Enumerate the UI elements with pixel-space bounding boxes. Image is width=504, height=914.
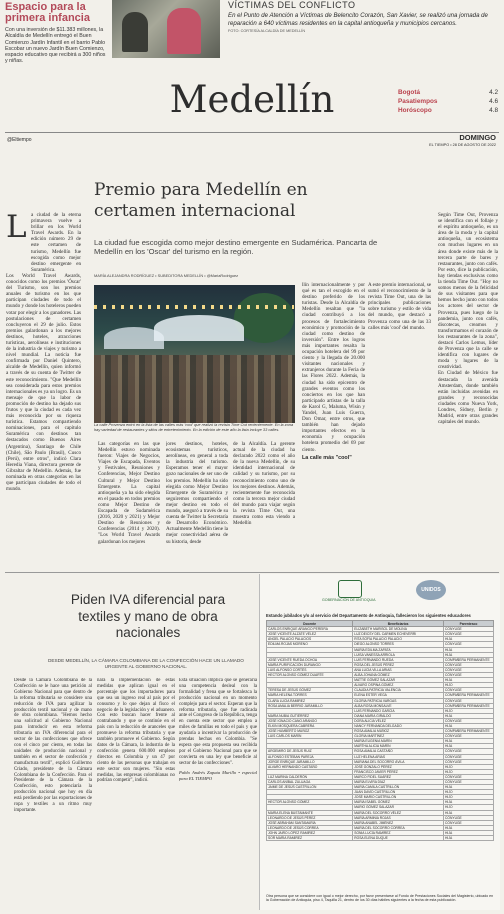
table-cell: CÓNYUGE [444,688,494,693]
table-cell: JOHN JAIRO LÓPEZ RAMÍREZ [267,830,353,835]
table-row [267,632,494,637]
table-cell: CÓNYUGE [444,673,494,678]
index-row [398,106,498,115]
brief-right-caption: FOTO: CORTESÍA ALCALDÍA DE MEDELLÍN [228,29,306,34]
table-cell: COMPAÑERA PERMANENTE [444,729,494,734]
author-signature: Pablo Andrés Zapata Murillo • especial para EL TIEMPO [179,769,257,781]
article-photo [94,285,295,423]
photo-caption: La calle Provenza entró en la lista de las calles más 'cool' que realizó la revista Time Out recientemente. En la zona hay variedad de restaurantes y sitios de entretenimiento. En la edición de este año la lista incluye 33 calles. [94,422,294,432]
table-row [267,667,494,672]
table-cell: ELIZABETH MARISOL DE MOLINA [353,627,444,632]
masthead [0,78,504,134]
table-cell: HIJA [444,800,494,805]
table-cell: HIJA [444,810,494,815]
table-cell: CÓNYUGE [444,718,494,723]
ad-logos [260,580,500,606]
table-row [267,820,494,825]
table-cell: CÓNYUGE [444,780,494,785]
table-cell: CÓNYUGE [444,667,494,672]
table-cell: ÁNGEL PALACIO PALACIOS [267,637,353,642]
day-label: DOMINGO [459,133,496,142]
table-cell: LUZ MARINA CALDERÓN [267,774,353,779]
table-cell: MARÍA ARMINIA ROJAS [353,815,444,820]
index-box [398,88,498,115]
article-headline: Premio para Medellín en certamen internacional [94,180,308,221]
table-cell: CÓNYUGE [444,662,494,667]
table-cell: MARIANA DEL SOCORRO ÁVILA [353,759,444,764]
table-cell: ROSA DEL JESÚS PÉREZ [353,662,444,667]
table-cell: SOR MARÍA RAMÍREZ [267,836,353,841]
table-cell: COMPAÑERA PERMANENTE [444,693,494,698]
table-cell: MARCO FIDEL SUÁREZ [353,774,444,779]
table-cell: MARÍA NUBIA GUTIÉRREZ [267,713,353,718]
brief-right [228,0,498,33]
table-row [267,749,494,754]
table-cell: CÓNYUGE [444,734,494,739]
table-cell: JOSÉ ABRAHÁM SANTAMARÍA [267,820,353,825]
table-row [267,673,494,678]
table-cell: CÓNYUGE [444,774,494,779]
article-column: Las categorías en las que Medellín estuvo nominada fueron: Viajes de Negocios, Viajes de Escapada, Eventos y Festivales, Reuniones y Conferencias, Mejor Destino Cultural y Mejor Destino Emergente. La capital antioqueña ya ha sido elegida en el pasado en todos premios como Mejor Destino de Escapada de Sudamérica (2016, 2020 y 2021) y Mejor Destino de Reuniones y Conferencias (2014 y 2020). "Los World Travel Awards galardonan los mejores [98,441,160,545]
social-handle: @Eltiempo [7,137,32,143]
table-cell: ALFONSO ESTEBAN PAREJA [267,754,353,759]
divider [5,132,499,133]
table-row [267,780,494,785]
inter-heading: La calle más "cool" [302,454,352,461]
table-row [267,703,494,708]
table-row [267,759,494,764]
table-cell: ALBA ROSA MONSALVE [353,703,444,708]
table-cell: CÓNYUGE [444,642,494,647]
table-cell: ANA LUCÍA VILLA ARIAS [353,667,444,672]
beneficiaries-table [266,620,494,841]
body-paragraph: En Ciudad de México fue destacada la avenida Amsterdam, donde también están incluidas avenidas en grandes y reconocidas ciudades como Nueva York, Londres, Sídney, Berlín y Madrid, entre otras grandes capitales del mundo. [438,370,498,426]
table-cell: MARÍA DEL SOCORRO VÉLEZ [353,810,444,815]
column-header: Parentesco [444,621,494,627]
table-cell: ROSA AMALIA CASTAÑO [353,749,444,754]
article-column [179,678,257,910]
table-cell: HIJA [444,637,494,642]
table-body [267,627,494,841]
table-cell: MARÍA CAMILA CASTRILLÓN [353,785,444,790]
article-subhead: La ciudad fue escogida como mejor destino emergente en Sudamérica. Pancarta de Medellín en los 'Oscar' del turismo en la región. [94,238,378,257]
index-value: 4.8 [489,107,498,114]
table-cell: HIJA [444,744,494,749]
table-cell: MARÍA EDILMA ZAPATA [353,647,444,652]
brief-photo [112,0,220,58]
table-cell: CÓNYUGE [444,632,494,637]
table-cell: HIJA [444,713,494,718]
body-paragraph: Esta situación implica que se generaría una competencia desleal con la formalidad y frena que se fortalezca la producción nacional en un momento complejo para el sector. Esperan que la reforma tributaria, que fue radicada ante el Congreso de la República, tenga en cuenta este sector que emplea a miles de familias en todo el país y que ayudaría a incentivar la producción de prendas hechas en Colombia. "Se espera que esta propuesta sea recibida por el Gobierno Nacional para que se convierta en una ley que beneficie al sector de las confecciones". [179,678,257,766]
table-cell: HIJA [444,785,494,790]
index-value: 4.2 [489,89,498,96]
table-cell: HECTOR ALONSO GÓMEZ DUARTE [267,673,353,678]
article-column [302,282,365,572]
table-cell: DORA ALICIA VÉLEZ [353,718,444,723]
table-cell: JOSÉ IGNACIO CANO ARANGO [267,718,353,723]
table-cell: CÓNYUGE [444,820,494,825]
table-cell: ARGEMIRO DE JESÚS RUIZ [267,749,353,754]
drop-cap: L [6,209,27,245]
table-cell: HIJA [444,836,494,841]
unidos-logo: UNIDOS [416,580,446,600]
table-cell: RITA SOFÍA PALACIO PALACIO [353,637,444,642]
article-headline: Piden IVA diferencial para textiles y mano de obra nacionales [70,592,226,640]
article-column: nara la implementación de estas medidas que aplican igual en el porcentaje que los importadores para que sea un ingreso real al país por el consumo y lo que dejan al fisco el negocio de la legislación y el aduanero. Con esto buscan hacer frente al contrabando y que se continúe en el país con la reducción de aranceles que promueve la reforma tributaria y que también promueve el Gobierno. Según datos de la Cámara, la industria de la confección genera 600.000 empleos directos en Colombia y un 47 por ciento de las personas que trabajan en este sector son mujeres. "Sin estas medidas, las empresas colombianas no podrían competir", indicó. [97,678,175,784]
table-row [267,729,494,734]
article-dek: DESDE MEDELLÍN, LA CÁMARA COLOMBIANA DE LA CONFECCIÓN HACE UN LLAMADO URGENTE AL GOBIERNO NACIONAL. [48,658,244,669]
table-cell: JOSÉ VICENTE RUEDA OCHOA [267,657,353,662]
table-cell: NANCY FERNANDA DELGADO [353,723,444,728]
table-cell: EDILMA ROJAS MORENO [267,642,353,647]
table-cell: HIJO [444,769,494,774]
table-cell: HIJA [444,825,494,830]
table-cell: CÓNYUGE [444,754,494,759]
table-cell: FRANCISCO JAVIER PÉREZ [353,769,444,774]
table-cell: JOSÉ GONZALO PÉREZ [353,764,444,769]
table-cell: HIJO [444,790,494,795]
table-cell: LEONARDO DE JESÚS CORREA [267,825,353,830]
table-cell: JOSÉ HUMBERTO MUÑOZ [267,729,353,734]
table-row [267,836,494,841]
advertisement-notice [259,574,500,910]
table-row [267,662,494,667]
table-cell: DIEGO ALONSO TORRES [353,642,444,647]
section-title: Medellín [169,78,335,121]
table-cell: HIJO [444,764,494,769]
table-cell: MARÍA ELENA BUSTAMANTE [267,810,353,815]
article-column: A este premio internacional, se sumó el reconocimiento de la revista Time Out, una de las principales publicaciones sobre turismo y estilo de vida del mundo, que destacó a Provenza como una de las 33 calles más 'cool' del mundo. [368,282,431,331]
article-byline: MARÍA ALEJANDRA RODRÍGUEZ • SUBEDITORA MEDELLÍN • @MariaRodriguez [94,273,239,278]
table-cell: CÓNYUGE [444,698,494,703]
index-name: Horóscopo [398,107,432,114]
index-row [398,97,498,106]
table-cell: HIJO [444,683,494,688]
table-cell: COMPAÑERA PERMANENTE [444,703,494,708]
table-cell: LUZ HELENA ARIAS [353,754,444,759]
table-cell: CÓNYUGE [444,815,494,820]
table-row [267,815,494,820]
table-row [267,688,494,693]
body-paragraph: Según Time Out, Provenza se identifica con el follaje y el espíritu antioqueño, es un área de la moda y la capital antioqueña, un ecosistema con muchos lugares en un área donde existe más de la tercera parte de bares y restaurantes, junto con cafés. Por esto, dice la publicación, hay tiendas exclusivas como la tienda Time Out. "Hoy no somos menos de la felicidad de sus visitantes para que hemos hecho junto con todos los actores del sector de Provenza, pues luego de la pandemia, junto con cafés, discotecas, creamos y transformamos el corazón de los restaurantes de la zona", destacó Carlos Lemus, líder de Provenza que la calle se identifica con lugares de moda y lugares de la creatividad. [438,212,498,371]
brief-right-heading: VÍCTIMAS DEL CONFLICTO [228,0,356,10]
table-cell: LUIS ALFONSO CORTÉS [267,667,353,672]
table-cell: DIANA MARÍA GIRALDO [353,713,444,718]
table-cell: CÓNYUGE [444,749,494,754]
table-cell: LUIS CARLOS MARÍN [267,734,353,739]
table-cell: LUISA VANESSA ARRIOLA [353,652,444,657]
index-name: Pasatiempos [398,98,438,105]
brief-left-body: Con una inversión de $11.383 millones, la Alcaldía de Medellín entregó el Buen Comienzo Jardín Infantil en el barrio Pablo Escobar un nuevo Jardín Buen Comienzo, espacio educativo que recibirá a 300 niños y niñas. [5,27,106,65]
table-cell: TERESA DE JESÚS GÓMEZ [267,688,353,693]
table-cell: MARÍA DEL SOCORRO CORREA [353,825,444,830]
index-name: Bogotá [398,89,421,96]
divider [5,572,499,573]
table-cell: JORGE ENRIQUE JARAMILLO [267,759,353,764]
table-cell: HIJA [444,647,494,652]
table-cell: CLARA LUCÍA RAMÍREZ [267,698,353,703]
coat-of-arms-icon [338,580,362,598]
table-cell: CÓNYUGE [444,627,494,632]
table-cell: CLAUDIA PATRICIA VALENCIA [353,688,444,693]
table-cell: MARÍA EUGENIA MARÍN [353,739,444,744]
photo-tent [154,315,244,341]
table-cell: HIJA [444,678,494,683]
table-cell: ROSA ELENA DUQUE [353,836,444,841]
table-cell: ALVARO OSPINA GÓMEZ [353,683,444,688]
table-row [267,642,494,647]
table-row [267,754,494,759]
ad-footer: Otra persona que se considere con igual o mejor derecho, por favor presentarse al Fondo de Prestaciones Sociales del Magisterio, ubicado en la Gobernación de Antioquia, piso 4, Taquilla 21, dentro de los 30 días hábiles siguientes a la fecha de esta publicación. [266,894,494,903]
table-cell: ROSA AMALIA MUÑOZ [353,729,444,734]
column-header: Docente [267,621,353,627]
body-paragraph: Los World Travel Awards, conocidos como los premios 'Óscar' del Turismo, son los premios anuales de turismo en los que participan ciudades de todo el mundo y donde los hoteleros pueden votar por elegir a los ganadores. Las postulaciones de certamen concluyeron el 29 de julio. Estos premios galardonan a los mejores destinos, hoteles, atracciones turísticas, aerolíneas e instituciones de la industria de viajes y turismo a nivel mundial. La noticia fue confirmada por Daniel Quintero, alcalde de Medellín, quien informó a través de su cuenta de Twitter de este reconocimiento. "Que Medellín sea considerada para estos premios internacionales es ya un logro. Es un mensaje de que la labor de promoción de destino ha dejado sus frutos y que la ciudad es cada vez más reconocida por su riqueza turística. Estamos compartiendo nominaciones, para el capítulo Suramérica con destinos tan destacados como Buenos Aires (Argentina), Santiago de Chile (Chile), São Paulo (Brasil), Cusco (Perú), entre otros", indicó Clara Heredia Viana, directora gerente de Gibraltar de Medellín. Además, fue nominada en otras categorías en las que participan ciudades de todo el mundo. [6,272,81,493]
table-cell: MARTHA ALICIA MARÍN [353,744,444,749]
table-cell: LUZ DEICSY DEL CARMEN ECHEVERRI [353,632,444,637]
lead-paragraph: a ciudad de la eterna primavera vuelve a brillar en los World Travel Awards. En la edición número 29 de este certamen de turismo, Medellín fue escogida como mejor destino emergente en Suramérica. [31,212,81,273]
table-cell: MARIA ISABEL GÓMEZ [353,800,444,805]
table-cell: ELKIN MOSQUERA CABRERA [267,723,353,728]
table-cell: COMPAÑERA PERMANENTE [444,657,494,662]
table-cell: HIJA [444,723,494,728]
brief-right-body: En el Punto de Atención a Víctimas de Belencito Corazón, San Xavier, se realizó una jornada de reparación a 640 víctimas residentes en la capital antioqueña y municipios cercanos. [228,12,488,27]
table-row [267,718,494,723]
issue-date: EL TIEMPO • 28 DE AGOSTO DE 2022 [429,143,496,147]
table-cell: MARIO GÓMEZ SALAZAR [353,805,444,810]
brief-left [5,2,109,65]
table-cell: HECTOR ALONSO GÓMEZ [267,800,353,805]
table-cell: MARÍA HELENA TORRES [267,693,353,698]
table-row [267,627,494,632]
photo-crowd [94,355,295,423]
table-cell: LEONARDO DE JESÚS PÉREZ [267,815,353,820]
table-cell: HIJA [444,830,494,835]
table-cell: ELENA ESTER VEGA [353,693,444,698]
article-column: de la Alcaldía. La gerente actual de la ciudad ha declarado 2022 como el año de la nueva Medellín, de su identidad internacional de calidad y su turismo, por su reconocimiento como uno de los mejores destinos. Además, recientemente fue reconocida como la tercera mejor ciudad del mundo para viajar según la revista Time Out, una muestra como esta viendo a Medellín [233,441,295,527]
table-cell: CARLOS ENRIQUE ARANGO PEREIRA [267,627,353,632]
table-cell: JOSÉ MARIO CASTRILLÓN [353,795,444,800]
index-value: 4.6 [489,98,498,105]
table-row [267,734,494,739]
table-cell: ALBA JOHANA GÓMEZ [353,673,444,678]
table-cell: MARÍA ANABEL JIMÉNEZ [353,820,444,825]
table-cell: JAIME DE JESÚS CASTRILLÓN [267,785,353,790]
table-cell: MARÍA ELVIRA DÍAZ [353,780,444,785]
brief-photo-person [167,8,201,54]
table-cell: SONIA LUCÍA RAMÍREZ [353,830,444,835]
table-cell: HIJA [444,739,494,744]
brief-photo-person [122,12,148,52]
table-cell: MARÍA PURIFICACIÓN DURANGO [267,662,353,667]
table-cell: CARLOS ANÍBAL ZULUAGA [267,780,353,785]
table-cell: HIJO [444,795,494,800]
article-column: Desde la Cámara Colombiana de la Confección se le hace una petición al Gobierno Nacional para que dentro de la reforma tributaria se considere una reducción de IVA para agilizar la producción textil nacional y de mano de obra colombiana. "Hemos hecho una solicitud al Gobierno Nacional para introducir en esta reforma tributaria un IVA diferencial para el sector de las confecciones que ofrece con el cinco por ciento, en todas las unidades de producción nacional y también en el sector de confección y manufactura textil", explicó Guillermo Criado, presidente de la Cámara Colombiana de la Confección. Para el Presidente de la Cámara de la Confección, esto potenciaría la producción nacional que hoy en día está perdiendo por las exportaciones de ropa y textiles a un ritmo muy importante. [14,678,92,813]
index-row [398,88,498,97]
table-cell: LUIS FERNANDO GARCÍA [353,708,444,713]
ad-title: Estando jubilados y/o al servicio del Departamento de Antioquia, fallecieron los siguientes educadores [266,613,471,618]
ad-logo-text: GOBERNACIÓN DE ANTIOQUIA [322,598,376,602]
table-cell: MATTIE GÓMEZ SALAZAR [353,678,444,683]
table-cell: HIJA [444,652,494,657]
table-cell: GLORIA MARTÍNEZ [353,734,444,739]
brief-left-heading: Espacio para la primera infancia [5,1,90,24]
table-cell: JUAN DAVID CASTRILLÓN [353,790,444,795]
table-cell: HIJO [444,805,494,810]
table-cell: GLORIA PATRICIA VARGAS [353,698,444,703]
table-row [267,657,494,662]
body-paragraph: llín internacionalmente y por qué es tan el escogido en el destino preferido de los turistas. Desde la Alcaldía de Medellín resaltan que "la ciudad contribuyó a los procesos de fortalecimiento económico y promoción de la ciudad como destino de inversión". Entre los logros más importantes resalta la ocupación hotelera del 99 por ciento y la llegada de 20.000 visitantes nacionales y extranjeros durante la Feria de las Flores 2022. Además, la ciudad ha sido epicentro de grandes eventos como los conciertos en los que han participado artistas de la talla de Karol G, Maluma, Wisin y Yandel, Juan Luis Guerra, Don Omar, entre otros, que también han dejado importantes efectos en la economía y ocupación hotelera promedio del 69 por ciento. [302,282,365,453]
table-cell: JOSÉ VICENTE ALZATE VÉLEZ [267,632,353,637]
article-column: jores destinos, hoteles, ecosistemas turísticos, aerolíneas, en general a toda la industria del turismo. Esperamos tener el mayor gozo nacionales de ser uno de los premios. Medellín ha sido elegida como Mejor Destino Emergente de Suramérica y seguiremos compartiendo el mejor destino en todo el mundo, aseguró a través de su cuenta de Twitter la Secretaría de Desarrollo Económico. Actualmente Medellín tiene la mejor conectividad aérea de su historia, desde [166,441,228,545]
table-cell: ALVARO HERNANDO CASTAÑO [267,764,353,769]
table-row [267,698,494,703]
table-row [267,693,494,698]
table-cell: CÓNYUGE [444,759,494,764]
table-row [267,774,494,779]
article-column [438,212,498,568]
column-header: Beneficiarios [353,621,444,627]
table-cell: ROSA AMALIA BERRIO JARAMILLO [267,703,353,708]
table-cell: LUIS FERNANDO RUEDA [353,657,444,662]
table-cell: HIJO [444,708,494,713]
photo-lights [94,305,294,309]
article-column [6,209,81,567]
